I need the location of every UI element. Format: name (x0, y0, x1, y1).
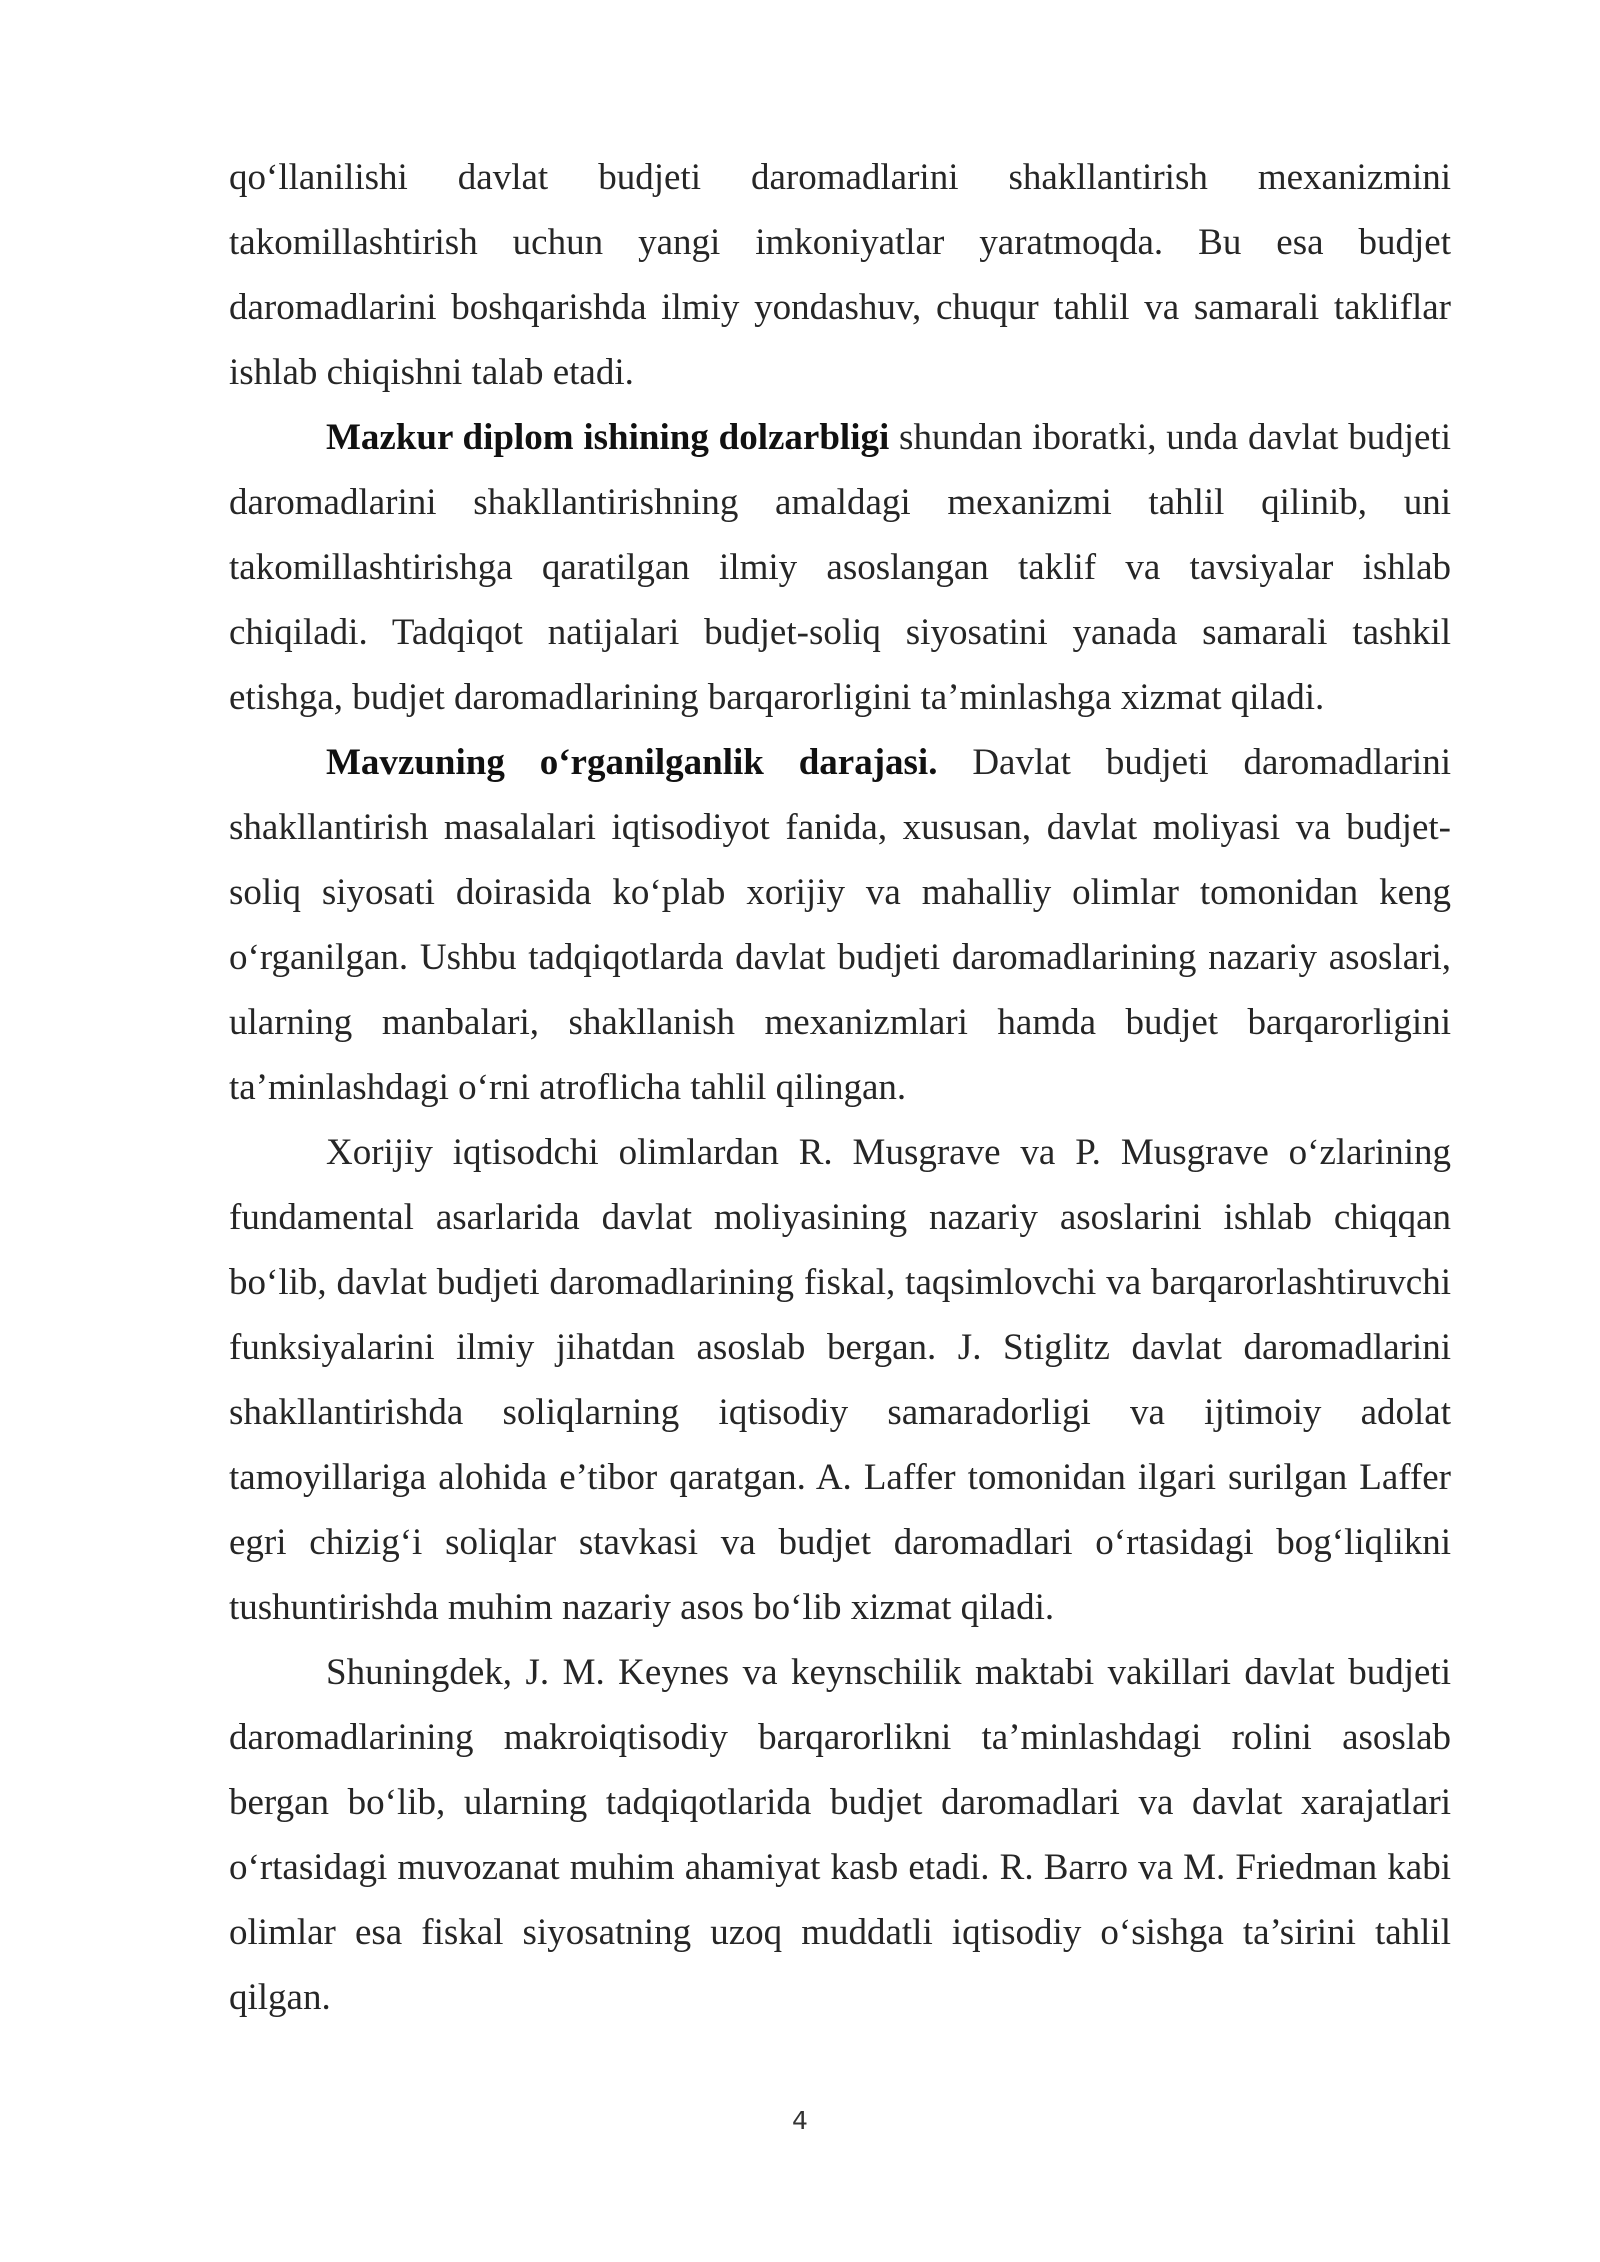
page-number: 4 (792, 2106, 808, 2135)
paragraph-4 (229, 1120, 1451, 1640)
body-text (229, 145, 1451, 2030)
paragraph-2-text: shundan iboratki, unda davlat budjeti daromadlarini shakllantirishning amaldagi mexanizmi tahlil qilinib, uni takomillashtirishga qaratilgan ilmiy asoslangan taklif va tavsiyalar ishlab chiqiladi. Tadqiqot natijalari budjet-soliq siyosatini yanada samarali tashkil etishga, budjet daromadlarining barqarorligini ta’minlashga xizmat qiladi. (229, 417, 1451, 718)
paragraph-1 (229, 145, 1451, 405)
paragraph-5-text: Shuningdek, J. M. Keynes va keynschilik maktabi vakillari davlat budjeti daromadlarining makroiqtisodiy barqarorlikni ta’minlashdagi rolini asoslab bergan bo‘lib, ularning tadqiqotlarida budjet daromadlari va davlat xarajatlari o‘rtasidagi muvozanat muhim ahamiyat kasb etadi. R. Barro va M. Friedman kabi olimlar esa fiskal siyosatning uzoq muddatli iqtisodiy o‘sishga ta’sirini tahlil qilgan. (229, 1652, 1451, 2018)
paragraph-2-heading: Mazkur diplom ishining dolzarbligi (326, 417, 890, 458)
paragraph-5 (229, 1640, 1451, 2030)
paragraph-3-text: Davlat budjeti daromadlarini shakllantirish masalalari iqtisodiyot fanida, xususan, davlat moliyasi va budjet-soliq siyosati doirasida ko‘plab xorijiy va mahalliy olimlar tomonidan keng o‘rganilgan. Ushbu tadqiqotlarda davlat budjeti daromadlarining nazariy asoslari, ularning manbalari, shakllanish mexanizmlari hamda budjet barqarorligini ta’minlashdagi o‘rni atroflicha tahlil qilingan. (229, 742, 1451, 1108)
paragraph-4-text: Xorijiy iqtisodchi olimlardan R. Musgrave va P. Musgrave o‘zlarining fundamental asarlarida davlat moliyasining nazariy asoslarini ishlab chiqqan bo‘lib, davlat budjeti daromadlarining fiskal, taqsimlovchi va barqarorlashtiruvchi funksiyalarini ilmiy jihatdan asoslab bergan. J. Stiglitz davlat daromadlarini shakllantirishda soliqlarning iqtisodiy samaradorligi va ijtimoiy adolat tamoyillariga alohida e’tibor qaratgan. A. Laffer tomonidan ilgari surilgan Laffer egri chizig‘i soliqlar stavkasi va budjet daromadlari o‘rtasidagi bog‘liqlikni tushuntirishda muhim nazariy asos bo‘lib xizmat qiladi. (229, 1132, 1451, 1628)
paragraph-1-text: qo‘llanilishi davlat budjeti daromadlarini shakllantirish mexanizmini takomillashtirish uchun yangi imkoniyatlar yaratmoqda. Bu esa budjet daromadlarini boshqarishda ilmiy yondashuv, chuqur tahlil va samarali takliflar ishlab chiqishni talab etadi. (229, 157, 1451, 393)
paragraph-2 (229, 405, 1451, 730)
paragraph-3-heading: Mavzuning o‘rganilganlik darajasi. (326, 742, 938, 783)
paragraph-3 (229, 730, 1451, 1120)
